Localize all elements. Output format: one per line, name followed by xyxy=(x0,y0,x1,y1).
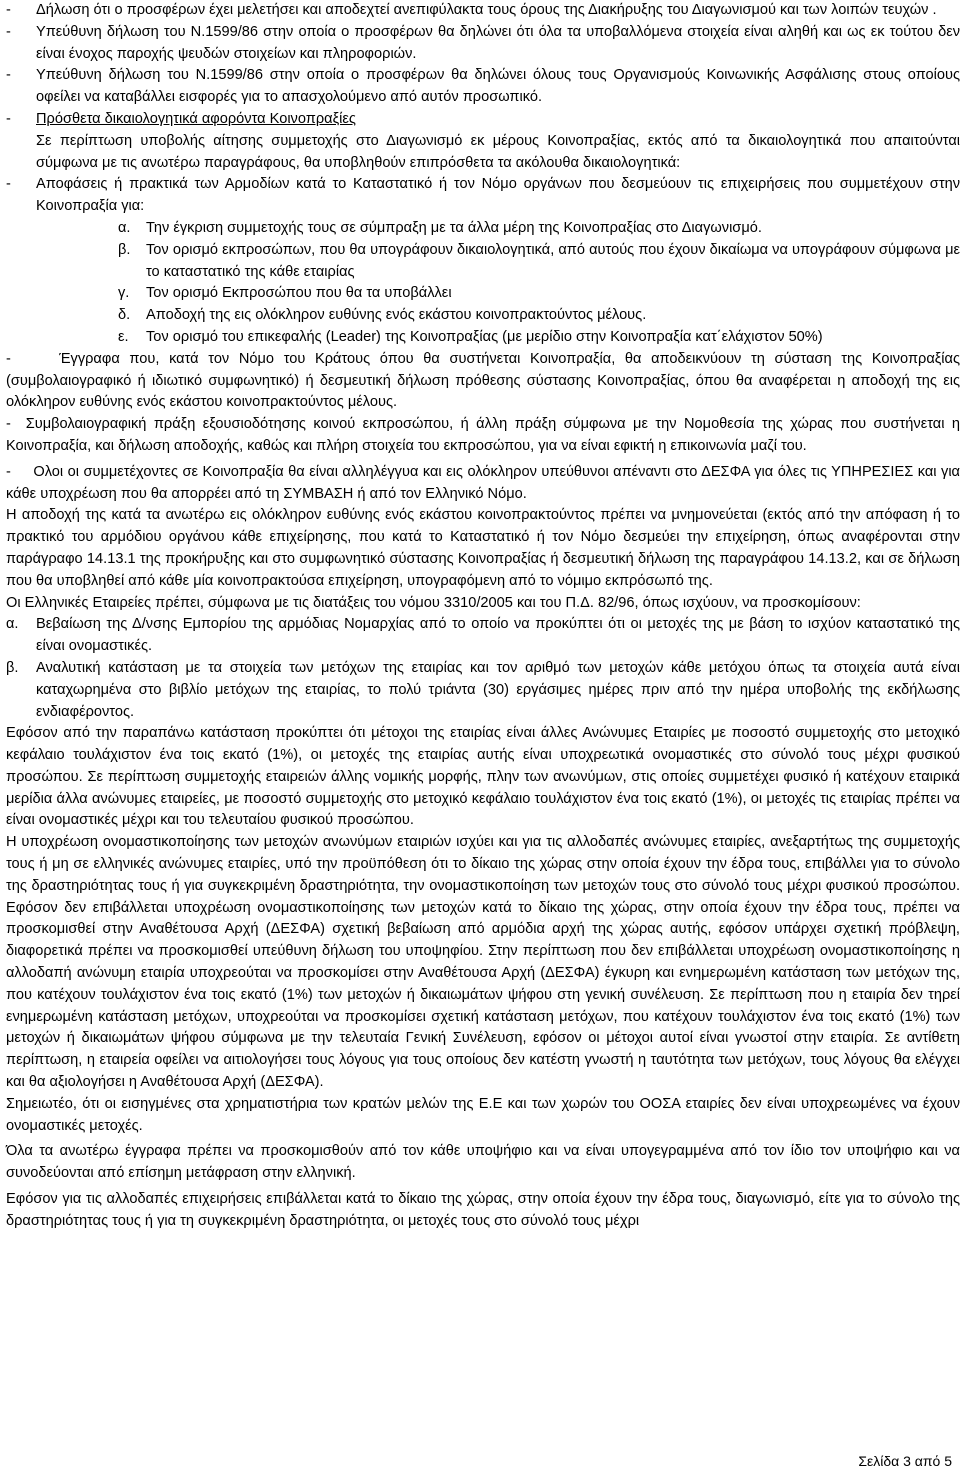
item-text: Δήλωση ότι ο προσφέρων έχει μελετήσει και αποδεχτεί ανεπιφύλακτα τους όρους της Διακήρυξης του Διαγωνισμού και των λοιπών τευχών . xyxy=(36,2,937,18)
greek-item xyxy=(6,658,960,723)
bullet-dash: - xyxy=(6,176,11,193)
consortium-section xyxy=(6,109,960,174)
greek-companies-intro: Οι Ελληνικές Εταιρείες πρέπει, σύμφωνα με τις διατάξεις του νόμου 3310/2005 και του Π.Δ. 82/96, όπως ισχύουν, να προσκομίσουν: xyxy=(6,594,861,611)
paragraph-deed xyxy=(6,414,960,458)
greek-item-text: Βεβαίωση της Δ/νσης Εμπορίου της αρμόδιας Νομαρχίας από το οποίο να προκύπτει ότι οι μετοχές της με βάση το ισχύον καταστατικό της είναι ονομαστικές. xyxy=(36,616,960,655)
greek-item-label: β. xyxy=(6,659,19,676)
sub-item xyxy=(6,218,960,240)
paragraph: Εφόσον για τις αλλοδαπές επιχειρήσεις επιβάλλεται κατά το δίκαιο της χώρας, στην οποία έχουν την έδρα τους, διαγωνισμό, είτε για το σύνολο της δραστηριότητας τους ή για τη συγκεκριμένη δραστηριότητα, οι μετοχές τους στο σύνολό τους μέχρι xyxy=(6,1191,960,1229)
bullet-dash: - xyxy=(6,23,11,40)
sub-item xyxy=(6,305,960,327)
bullet-dash: - xyxy=(6,463,11,480)
paragraph-text: Έγγραφα που, κατά τον Νόμο του Κράτους όπου θα συστήνεται Κοινοπραξία, θα αποδεικνύουν τη σύσταση της Κοινοπραξίας (συμβολαιογραφικό ή ιδιωτικό συμφωνητικό) ή δεσμευτική δήλωση πρόθεσης σύστασης Κοινοπραξίας, όπου θα αναφέρεται η αποδοχή της εις ολόκληρον ευθύνης ενός εκάστου κοινοπρακτούντος μέλους. xyxy=(6,350,960,411)
greek-item-label: α. xyxy=(6,616,19,633)
sub-item-label: γ. xyxy=(118,285,130,302)
bullet-dash: - xyxy=(6,416,11,433)
paragraph-text: Συμβολαιογραφική πράξη εξουσιοδότησης κοινού εκπροσώπου, ή άλλη πράξη σύμφωνα με την Νομοθεσία της χώρας που συστήνεται η Κοινοπραξία, και δήλωση αποδοχής, καθώς και πλήρη στοιχεία του εκπροσώπου, για να είναι εφικτή η επικοινωνία μαζί του. xyxy=(6,416,960,454)
paragraph-joint xyxy=(6,462,960,506)
item-text: Υπεύθυνη δήλωση του Ν.1599/86 στην οποία ο προσφέρων θα δηλώνει όλους τους Οργανισμούς Κοινωνικής Ασφάλισης στους οποίους οφείλει να καταβάλλει εισφορές για το απασχολούμενο από αυτόν προσωπικό. xyxy=(36,67,960,106)
list-item xyxy=(6,174,960,218)
greek-item-text: Αναλυτική κατάσταση με τα στοιχεία των μετόχων της εταιρίας και τον αριθμό των μετοχών κάθε μετόχου όπως τα στοιχεία αυτά είναι καταχωρημένα στο βιβλίο μετόχων της εταιρίας, το πολύ τριάντα (30) εργάσιμες ημέρες πριν από την ημέρα υποβολής της εκδήλωσης ενδιαφέροντος. xyxy=(36,659,960,720)
list-item xyxy=(6,0,960,22)
paragraph-docs xyxy=(6,349,960,414)
bullet-dash: - xyxy=(6,350,11,367)
sub-item-text: Την έγκριση συμμετοχής τους σε σύμπραξη με τα άλλα μέρη της Κοινοπραξίας στο Διαγωνισμό. xyxy=(146,219,762,236)
sub-item xyxy=(6,240,960,284)
document-page xyxy=(6,0,960,1233)
sub-item-label: α. xyxy=(118,219,131,236)
bullet-dash: - xyxy=(6,2,11,18)
paragraph: Η υποχρέωση ονομαστικοποίησης των μετοχών ανωνύμων εταιριών ισχύει και για τις αλλοδαπές ανώνυμες εταιρίες, ανεξαρτήτως της συμμετοχής τους ή μη σε ελληνικές ανώνυμες εταιρίες, υπό την προϋπόθεση ότι το δίκαιο της χώρας στην οποία έχουν την έδρα τους, επιβάλλει για το σύνολο της δραστηριότητας τους ή για συγκεκριμένη δραστηριότητα, την ονομαστικοποίηση των μετοχών τους στο σύνολό τους μέχρι φυσικού προσώπου. Εφόσον δεν επιβάλλεται υποχρέωση ονομαστικοποίησης των μετοχών κατά το δίκαιο της χώρας, στην οποία έχουν την έδρα τους, πρέπει να προσκομισθεί στην Αναθέτουσα Αρχή (ΔΕΣΦΑ) σχετική βεβαίωση από αρμόδια αρχή της χώρας αυτής, εφόσον υπάρχει σχετική πρόβλεψη, διαφορετικά πρέπει να προσκομισθεί υπεύθυνη δήλωση του υποψηφίου. Στην περίπτωση που δεν επιβάλλεται υποχρέωση ονομαστικοποίησης η αλλοδαπή ανώνυμη εταιρία υποχρεούται να προσκομίσει στην Αναθέτουσα Αρχή (ΔΕΣΦΑ) έγκυρη και ενημερωμένη κατάσταση των μετόχων της, που κατέχουν τουλάχιστον ένα τοις εκατό (1%) των μετοχών ή δικαιωμάτων ψήφου στη γενική συνέλευση. Σε περίπτωση που η εταιρία δεν τηρεί ενημερωμένη κατάσταση μετόχων, υποχρεούται να προσκομίσει σχετική κατάσταση μετόχων, που κατέχουν τουλάχιστον ένα τοις εκατό (1%) των μετοχών ή δικαιωμάτων ψήφου σύμφωνα με την τελευταία Γενική Συνέλευση, εφόσον οι μέτοχοι αυτοί είναι γνωστοί στην εταιρία. Σε αντίθετη περίπτωση, η εταιρεία οφείλει να αιτιολογήσει τους λόγους για τους οποίους δεν κατέστη γνωστή η ταυτότητα των μετόχων, τους λόγους θα ελέγχει και θα αξιολογήσει η Αναθέτουσα Αρχή (ΔΕΣΦΑ). xyxy=(6,834,960,1091)
sub-item xyxy=(6,283,960,305)
item-text: Υπεύθυνη δήλωση του Ν.1599/86 στην οποία ο προσφέρων θα δηλώνει ότι όλα τα υποβαλλόμενα στοιχεία είναι αληθή και ως εκ τούτου δεν είναι ένοχος παροχής ψευδών στοιχείων και πληροφοριών. xyxy=(36,23,960,62)
sub-item-text: Αποδοχή της εις ολόκληρον ευθύνης ενός εκάστου κοινοπρακτούντος μέλους. xyxy=(146,307,647,324)
list-item xyxy=(6,22,960,66)
sub-item-text: Τον ορισμό του επικεφαλής (Leader) της Κοινοπραξίας (με μερίδιο στην Κοινοπραξία κατ΄ελάχιστον 50%) xyxy=(146,328,823,345)
bullet-dash: - xyxy=(6,67,11,84)
section-intro: Σε περίπτωση υποβολής αίτησης συμμετοχής στο Διαγωνισμό εκ μέρους Κοινοπραξίας, εκτός από τα δικαιολογητικά που απαιτούνται σύμφωνα με τις ανωτέρω παραγράφους, θα υποβληθούν επιπρόσθετα τα ακόλουθα δικαιολογητικά: xyxy=(36,132,960,171)
sub-item-label: β. xyxy=(118,241,131,258)
paragraph-acceptance: Η αποδοχή της κατά τα ανωτέρω εις ολόκληρον ευθύνης ενός εκάστου κοινοπρακτούντος πρέπει να μνημονεύεται (εκτός από την απόφαση ή το πρακτικό του αρμόδιου οργάνου κάθε επιχείρησης, που κατά το Καταστατικό ή τον Νόμο δεσμεύει την επιχείρηση, όπως αναφέρονται στην παράγραφο 14.13.1 της προκήρυξης και στο συμφωνητικό σύστασης Κοινοπραξίας ή δεσμευτική δήλωση της παραγράφου 14.13.2, και σε δήλωση που θα υποβληθεί από κάθε μία κοινοπρακτούσα επιχείρηση, υπογραφόμενη από το νόμιμο εκπρόσωπό της. xyxy=(6,507,960,589)
page-number: Σελίδα 3 από 5 xyxy=(858,1453,952,1469)
section-heading: Πρόσθετα δικαιολογητικά αφορόντα Κοινοπραξίες xyxy=(36,110,356,127)
paragraph-text: Ολοι οι συμμετέχοντες σε Κοινοπραξία θα είναι αλληλέγγυα και εις ολόκληρον υπεύθυνοι απέναντι στο ΔΕΣΦΑ για όλες τις ΥΠΗΡΕΣΙΕΣ και για κάθε υποχρέωση που θα απορρέει από τη ΣΥΜΒΑΣΗ ή από τον Ελληνικό Νόμο. xyxy=(6,463,960,502)
paragraph: Όλα τα ανωτέρω έγγραφα πρέπει να προσκομισθούν από τον κάθε υποψήφιο και να είναι υπογεγραμμένα από τον ίδιο τον υποψήφιο και να συνοδεύονται από επίσημη μετάφραση στην ελληνική. xyxy=(6,1143,960,1182)
paragraph: Σημειωτέο, ότι οι εισηγμένες στα χρηματιστήρια των κρατών μελών της Ε.Ε και των χωρών του ΟΟΣΑ εταιρίες δεν είναι υποχρεωμένες να έχουν ονομαστικές μετοχές. xyxy=(6,1095,960,1134)
greek-item xyxy=(6,614,960,658)
paragraph: Εφόσον από την παραπάνω κατάσταση προκύπτει ότι μέτοχοι της εταιρίας είναι άλλες Ανώνυμες Εταιρίες με ποσοστό συμμετοχής στο μετοχικό κεφάλαιο τουλάχιστον ένα τοις εκατό (1%), οι μετοχές της εταιρίας αυτής είναι υποχρεωτικά ονομαστικές στο σύνολό τους μέχρι φυσικού προσώπου. Σε περίπτωση συμμετοχής εταιρειών άλλης νομικής μορφής, πλην των ανωνύμων, στις οποίες συμμετέχει φυσικό ή κατέχουν εταιρικά μερίδια άλλα ανώνυμες εταιρείες, με ποσοστό συμμετοχής στο μετοχικό κεφάλαιο τουλάχιστον ένα τοις εκατό (1%), οι μετοχές τις εταιρίας πρέπει να είναι ονομαστικές μέχρι και του τελευταίου φυσικού προσώπου. xyxy=(6,725,960,829)
sub-item-text: Τον ορισμό εκπροσώπων, που θα υπογράφουν δικαιολογητικά, από αυτούς που έχουν δικαίωμα να υπογράφουν σύμφωνα με το καταστατικό της κάθε εταιρίας xyxy=(146,241,960,280)
bullet-dash: - xyxy=(6,110,11,127)
sub-item-text: Τον ορισμό Εκπροσώπου που θα τα υποβάλλει xyxy=(146,285,452,302)
sub-item-label: δ. xyxy=(118,307,131,324)
sub-item xyxy=(6,327,960,349)
list-item xyxy=(6,65,960,109)
sub-item-label: ε. xyxy=(118,328,129,345)
item-text: Αποφάσεις ή πρακτικά των Αρμοδίων κατά το Καταστατικό ή τον Νόμο οργάνων που δεσμεύουν τις επιχειρήσεις που συμμετέχουν στην Κοινοπραξία για: xyxy=(36,176,960,215)
